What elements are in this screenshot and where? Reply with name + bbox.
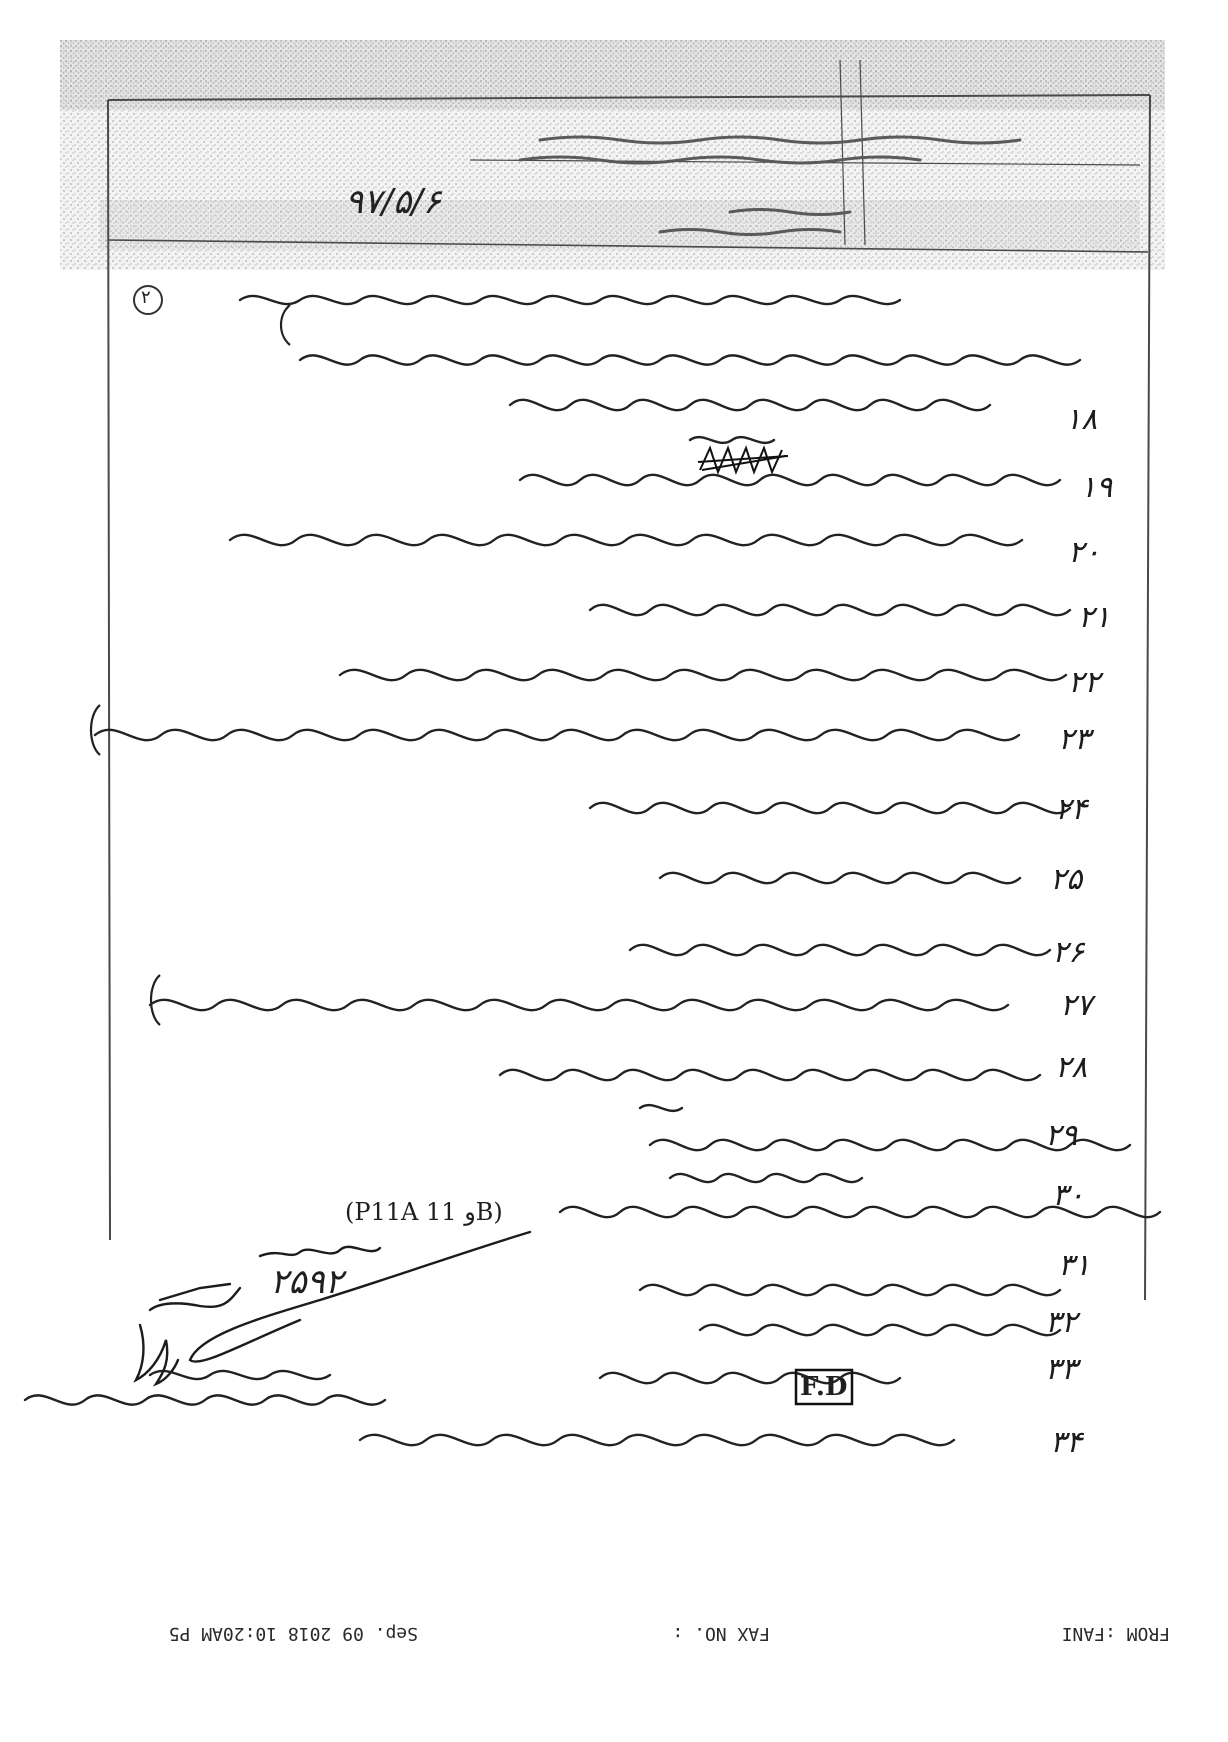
item-number: ۳۳ xyxy=(1045,1352,1078,1387)
item-number: ۲۲ xyxy=(1068,665,1101,700)
item-number: ۲۰ xyxy=(1068,535,1101,570)
scribble-out xyxy=(698,448,788,472)
fax-footer-from: FROM :FANI xyxy=(1061,1623,1170,1644)
item-number: ۲۱ xyxy=(1078,600,1111,635)
item-number: ۲۵ xyxy=(1050,862,1083,897)
scan-noise-header xyxy=(60,40,1165,270)
item-number: ۲۶ xyxy=(1052,935,1085,970)
item-number: ۱۹ xyxy=(1080,470,1113,505)
pid-reference-note: (P11A و 11B) xyxy=(345,1198,503,1226)
item-number: ۲۴ xyxy=(1055,792,1088,827)
signature xyxy=(136,1232,530,1384)
page-marker-number: ۲ xyxy=(141,287,151,308)
signature-number: ۲۵۹۲ xyxy=(270,1262,344,1302)
item-number: ۲۹ xyxy=(1045,1118,1078,1153)
fax-footer-faxno: FAX NO. : xyxy=(672,1623,770,1644)
header-date-number: ۹۷/۵/۶ xyxy=(345,182,441,222)
item-number: ۳۰ xyxy=(1052,1178,1085,1213)
fax-footer-date: Sep. 09 2018 10:20AM P5 xyxy=(168,1623,418,1644)
item-number: ۳۴ xyxy=(1050,1425,1083,1460)
item-number: ۲۳ xyxy=(1058,722,1091,757)
handwriting-strokes xyxy=(25,296,1160,1445)
item-number: ۳۲ xyxy=(1045,1305,1078,1340)
item-number: ۲۸ xyxy=(1055,1050,1088,1085)
margin-brackets xyxy=(91,305,290,1025)
fd-mark: F.D xyxy=(800,1372,848,1402)
item-number: ۳۱ xyxy=(1058,1248,1091,1283)
item-number: ۲۷ xyxy=(1060,988,1093,1023)
item-number: ۱۸ xyxy=(1065,402,1098,437)
